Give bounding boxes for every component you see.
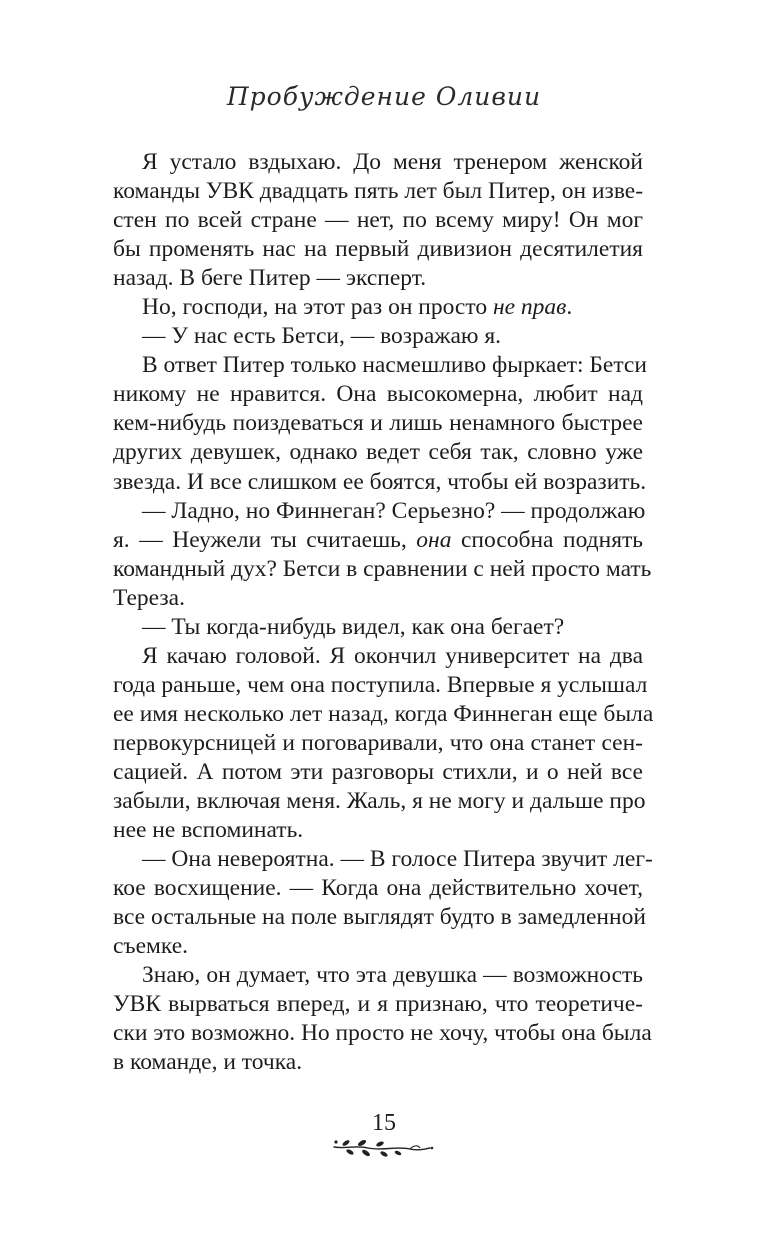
emphasis: не прав	[492, 294, 567, 321]
text-line: ее имя несколько лет назад, когда Финнеган еще была	[113, 700, 654, 727]
text-line: стен по всей стране — нет, по всему миру! Он мог	[113, 207, 643, 234]
text-line: года раньше, чем она поступила. Впервые я услышал	[113, 671, 648, 698]
text-line: назад. В беге Питер — эксперт.	[113, 265, 427, 292]
text-line: командный дух? Бетси в сравнении с ней просто мать	[113, 555, 652, 582]
text-line: съемке.	[113, 933, 189, 960]
running-header: Пробуждение Оливии	[226, 82, 542, 111]
text-line: Тереза.	[113, 584, 185, 611]
text-line: других девушек, однако ведет себя так, словно уже	[113, 439, 643, 466]
text-line: звезда. И все слишком ее боятся, чтобы ей возразить.	[113, 468, 647, 495]
text-line: бы променять нас на первый дивизион десятилетия	[113, 236, 643, 263]
text-line: сацией. А потом эти разговоры стихли, и о ней все	[113, 758, 643, 785]
floral-vine-ornament-icon	[326, 1137, 446, 1161]
text-line: Но, господи, на этот раз он просто не прав.	[142, 294, 573, 321]
text-line: ски это возможно. Но просто не хочу, чтобы она была	[113, 1020, 652, 1047]
text-line: я. — Неужели ты считаешь, она способна поднять	[113, 526, 643, 553]
text-line: никому не нравится. Она высокомерна, любит над	[113, 381, 643, 408]
text-line: забыли, включая меня. Жаль, я не могу и дальше про	[113, 788, 646, 815]
emphasis: она	[416, 526, 452, 553]
text-line: кем-нибудь поиздеваться и лишь ненамного быстрее	[113, 410, 643, 437]
text-line: первокурсницей и поговаривали, что она станет сен-	[113, 729, 643, 756]
text-line: команды УВК двадцать пять лет был Питер, он изве-	[113, 178, 644, 205]
text-line: В ответ Питер только насмешливо фыркает: Бетси	[142, 352, 647, 379]
text-line: — У нас есть Бетси, — возражаю я.	[142, 323, 502, 350]
text-line: все остальные на поле выглядят будто в замедленной	[113, 904, 646, 931]
text-line: — Ты когда-нибудь видел, как она бегает?	[142, 613, 565, 640]
text-line: УВК вырваться вперед, и я признаю, что теоретиче-	[113, 991, 643, 1018]
text-line: кое восхищение. — Когда она действительно хочет,	[113, 875, 643, 902]
text-line: — Она невероятна. — В голосе Питера звучит лег-	[142, 846, 653, 873]
page-number: 15	[372, 1110, 396, 1136]
text-line: нее не вспоминать.	[113, 817, 304, 844]
text-line: Я устало вздыхаю. До меня тренером женской	[142, 149, 643, 175]
text-line: — Ладно, но Финнеган? Серьезно? — продолжаю	[142, 497, 646, 524]
text-line: Знаю, он думает, что эта девушка — возможность	[142, 962, 643, 989]
text-line: Я качаю головой. Я окончил университет на два	[142, 642, 643, 669]
text-line: в команде, и точка.	[113, 1049, 303, 1076]
body-text	[113, 148, 654, 1078]
